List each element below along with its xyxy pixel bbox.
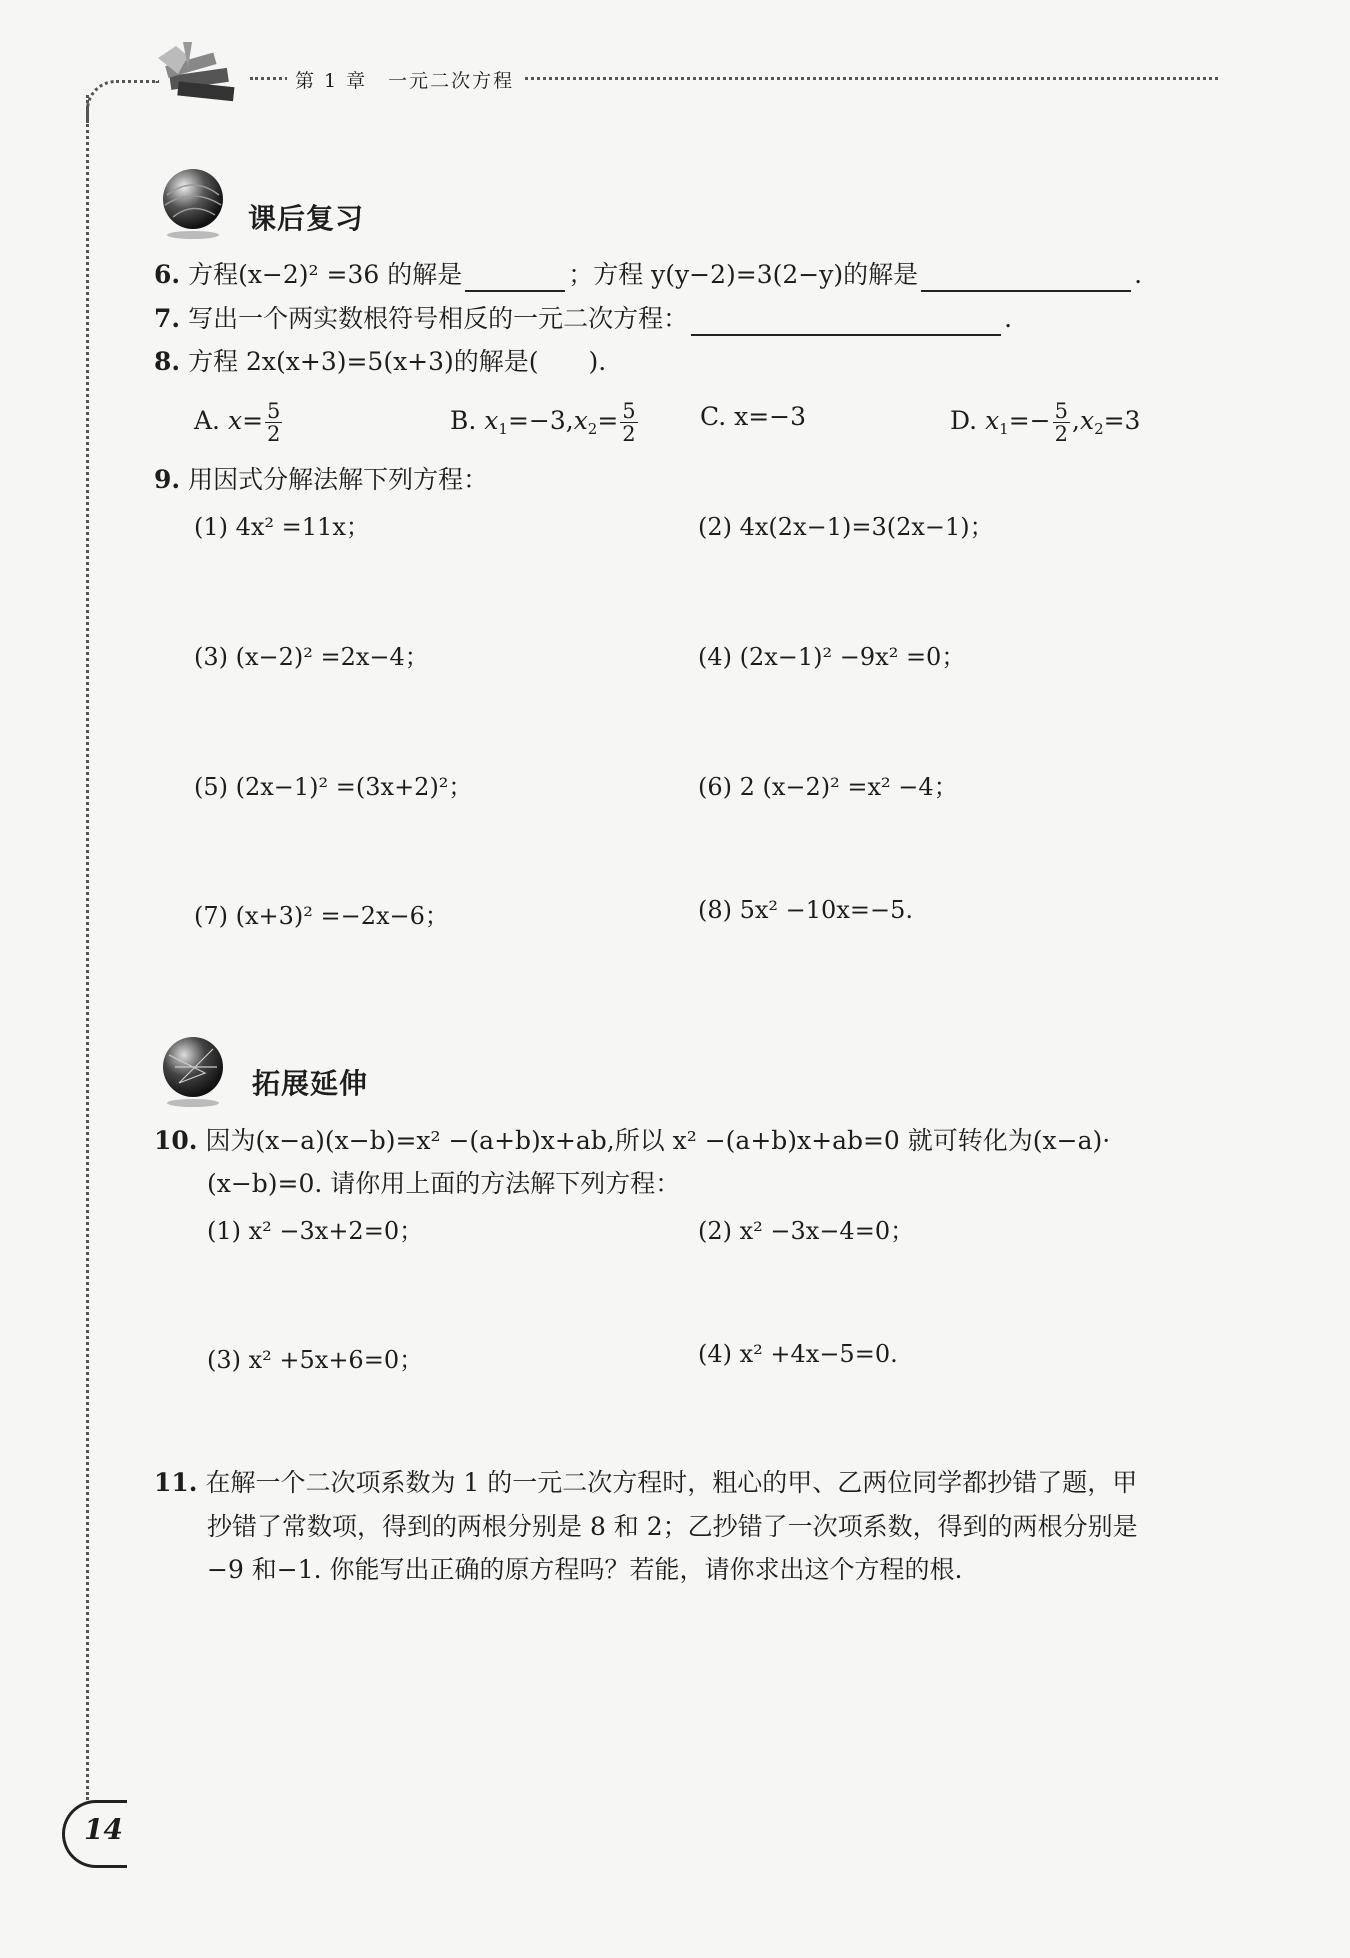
page-number: 14 <box>84 1813 123 1846</box>
option-d[interactable]: D. $x_1=-$ $\frac{5}{2}$ $,x_2=3$ <box>950 399 1141 446</box>
punctuation: . <box>1134 260 1143 289</box>
q10-item-4: (4) x² +4x−5=0. <box>698 1340 898 1368</box>
question-11-line-3: −9 和−1. 你能写出正确的原方程吗？若能，请你求出这个方程的根. <box>207 1555 963 1584</box>
answer-blank[interactable] <box>465 264 565 292</box>
chapter-header: 第 1 章 一元二次方程 <box>287 66 522 93</box>
option-letter: C. <box>700 402 727 431</box>
q9-item-1: (1) 4x² =11x； <box>194 513 370 541</box>
globe-icon <box>155 165 231 241</box>
globe-icon <box>155 1033 231 1109</box>
section-title-extension: 拓展延伸 <box>252 1067 369 1100</box>
q9-item-3: (3) (x−2)² =2x−4； <box>194 643 429 671</box>
question-6 <box>154 258 1142 292</box>
question-number: 9. <box>154 465 181 494</box>
q9-item-4: (4) (2x−1)² −9x² =0； <box>698 643 966 671</box>
q9-item-5: (5) (2x−1)² =(3x+2)²； <box>194 773 473 801</box>
option-letter: B. <box>450 406 477 435</box>
fraction-numerator: 5 <box>1054 399 1068 423</box>
q10-item-3: (3) x² +5x+6=0； <box>207 1346 424 1374</box>
option-letter: A. <box>194 406 221 435</box>
option-b[interactable]: B. $x_1=-3,x_2=$ $\frac{5}{2}$ <box>450 399 636 446</box>
question-11-line-2: 抄错了常数项，得到的两根分别是 8 和 2；乙抄错了一次项系数，得到的两根分别是 <box>207 1512 1138 1541</box>
question-number: 8. <box>154 347 181 376</box>
question-10-line-1 <box>154 1124 1110 1158</box>
question-text: 写出一个两实数根符号相反的一元二次方程： <box>188 304 689 333</box>
page-border-left <box>86 95 89 1800</box>
answer-blank[interactable] <box>921 264 1131 292</box>
question-text: ；方程 y(y−2)=3(2−y)的解是 <box>568 260 919 289</box>
fraction-denominator: 2 <box>267 422 281 446</box>
fraction-denominator: 2 <box>1054 422 1068 446</box>
q9-item-7: (7) (x+3)² =−2x−6； <box>194 902 449 930</box>
question-9 <box>154 463 488 497</box>
fraction-numerator: 5 <box>267 399 281 423</box>
question-number: 7. <box>154 304 181 333</box>
fraction-numerator: 5 <box>622 399 636 423</box>
question-text: 方程(x−2)² =36 的解是 <box>188 260 463 289</box>
q9-item-8: (8) 5x² −10x=−5. <box>698 896 913 924</box>
section-title-review: 课后复习 <box>248 202 365 235</box>
question-text: 在解一个二次项系数为 1 的一元二次方程时，粗心的甲、乙两位同学都抄错了题，甲 <box>205 1468 1138 1497</box>
option-c[interactable] <box>700 400 806 434</box>
q9-item-6: (6) 2 (x−2)² =x² −4； <box>698 773 958 801</box>
q10-item-1: (1) x² −3x+2=0； <box>207 1217 424 1245</box>
option-text: x=−3 <box>734 402 807 431</box>
question-7 <box>154 302 1012 336</box>
question-number: 10. <box>154 1126 198 1155</box>
question-text: 用因式分解法解下列方程： <box>188 465 489 494</box>
question-11-line-1 <box>154 1466 1137 1500</box>
question-text: 方程 2x(x+3)=5(x+3)的解是( ). <box>188 347 607 376</box>
question-number: 11. <box>154 1468 198 1497</box>
option-a[interactable]: A. x= $\frac{5}{2}$ <box>194 399 281 446</box>
question-10-line-2: (x−b)=0. 请你用上面的方法解下列方程： <box>207 1169 681 1198</box>
answer-blank[interactable] <box>691 308 1001 336</box>
q9-item-2: (2) 4x(2x−1)=3(2x−1)； <box>698 513 994 541</box>
question-text: 因为(x−a)(x−b)=x² −(a+b)x+ab,所以 x² −(a+b)x+ab=0 就可转化为(x−a)· <box>205 1126 1111 1155</box>
fraction-denominator: 2 <box>622 422 636 446</box>
punctuation: . <box>1004 304 1013 333</box>
question-8 <box>154 345 606 379</box>
option-letter: D. <box>950 406 978 435</box>
books-logo-icon <box>148 38 248 113</box>
q10-item-2: (2) x² −3x−4=0； <box>698 1217 915 1245</box>
question-number: 6. <box>154 260 181 289</box>
